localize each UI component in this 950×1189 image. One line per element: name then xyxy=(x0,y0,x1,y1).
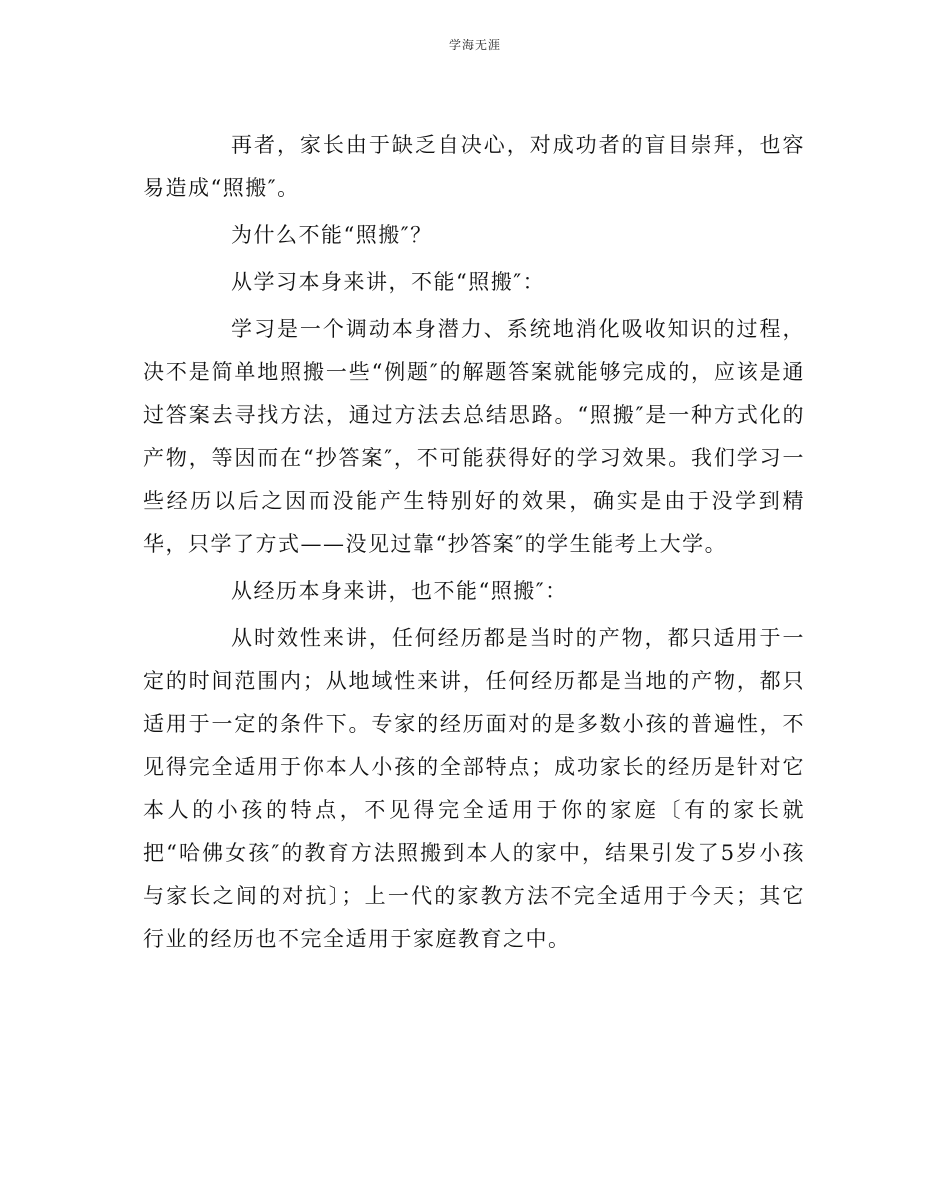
document-body xyxy=(143,124,805,965)
paragraph-6: 从时效性来讲，任何经历都是当时的产物，都只适用于一定的时间范围内；从地域性来讲，任何经历都是当地的产物，都只适用于一定的条件下。专家的经历面对的是多数小孩的普遍性，不见得完全适用于你本人小孩的全部特点；成功家长的经历是针对它本人的小孩的特点，不见得完全适用于你的家庭〔有的家长就把“哈佛女孩″的教育方法照搬到本人的家中，结果引发了5岁小孩与家长之间的对抗〕；上一代的家教方法不完全适用于今天；其它行业的经历也不完全适用于家庭教育之中。 xyxy=(143,626,805,951)
paragraph-1: 再者，家长由于缺乏自决心，对成功者的盲目崇拜，也容易造成“照搬″。 xyxy=(143,133,805,200)
paragraph-4: 学习是一个调动本身潜力、系统地消化吸收知识的过程，决不是简单地照搬一些“例题″的解题答案就能够完成的，应该是通过答案去寻找方法，通过方法去总结思路。“照搬″是一种方式化的产物，等因而在“抄答案″，不可能获得好的学习效果。我们学习一些经历以后之因而没能产生特别好的效果，确实是由于没学到精华，只学了方式——没见过靠“抄答案″的学生能考上大学。 xyxy=(143,317,805,556)
page-header: 学海无涯 xyxy=(448,38,501,52)
paragraph-5: 从经历本身来讲，也不能“照搬″： xyxy=(231,579,568,603)
paragraph-2: 为什么不能“照搬″？ xyxy=(231,223,433,247)
paragraph-3: 从学习本身来讲，不能“照搬″： xyxy=(231,270,546,294)
